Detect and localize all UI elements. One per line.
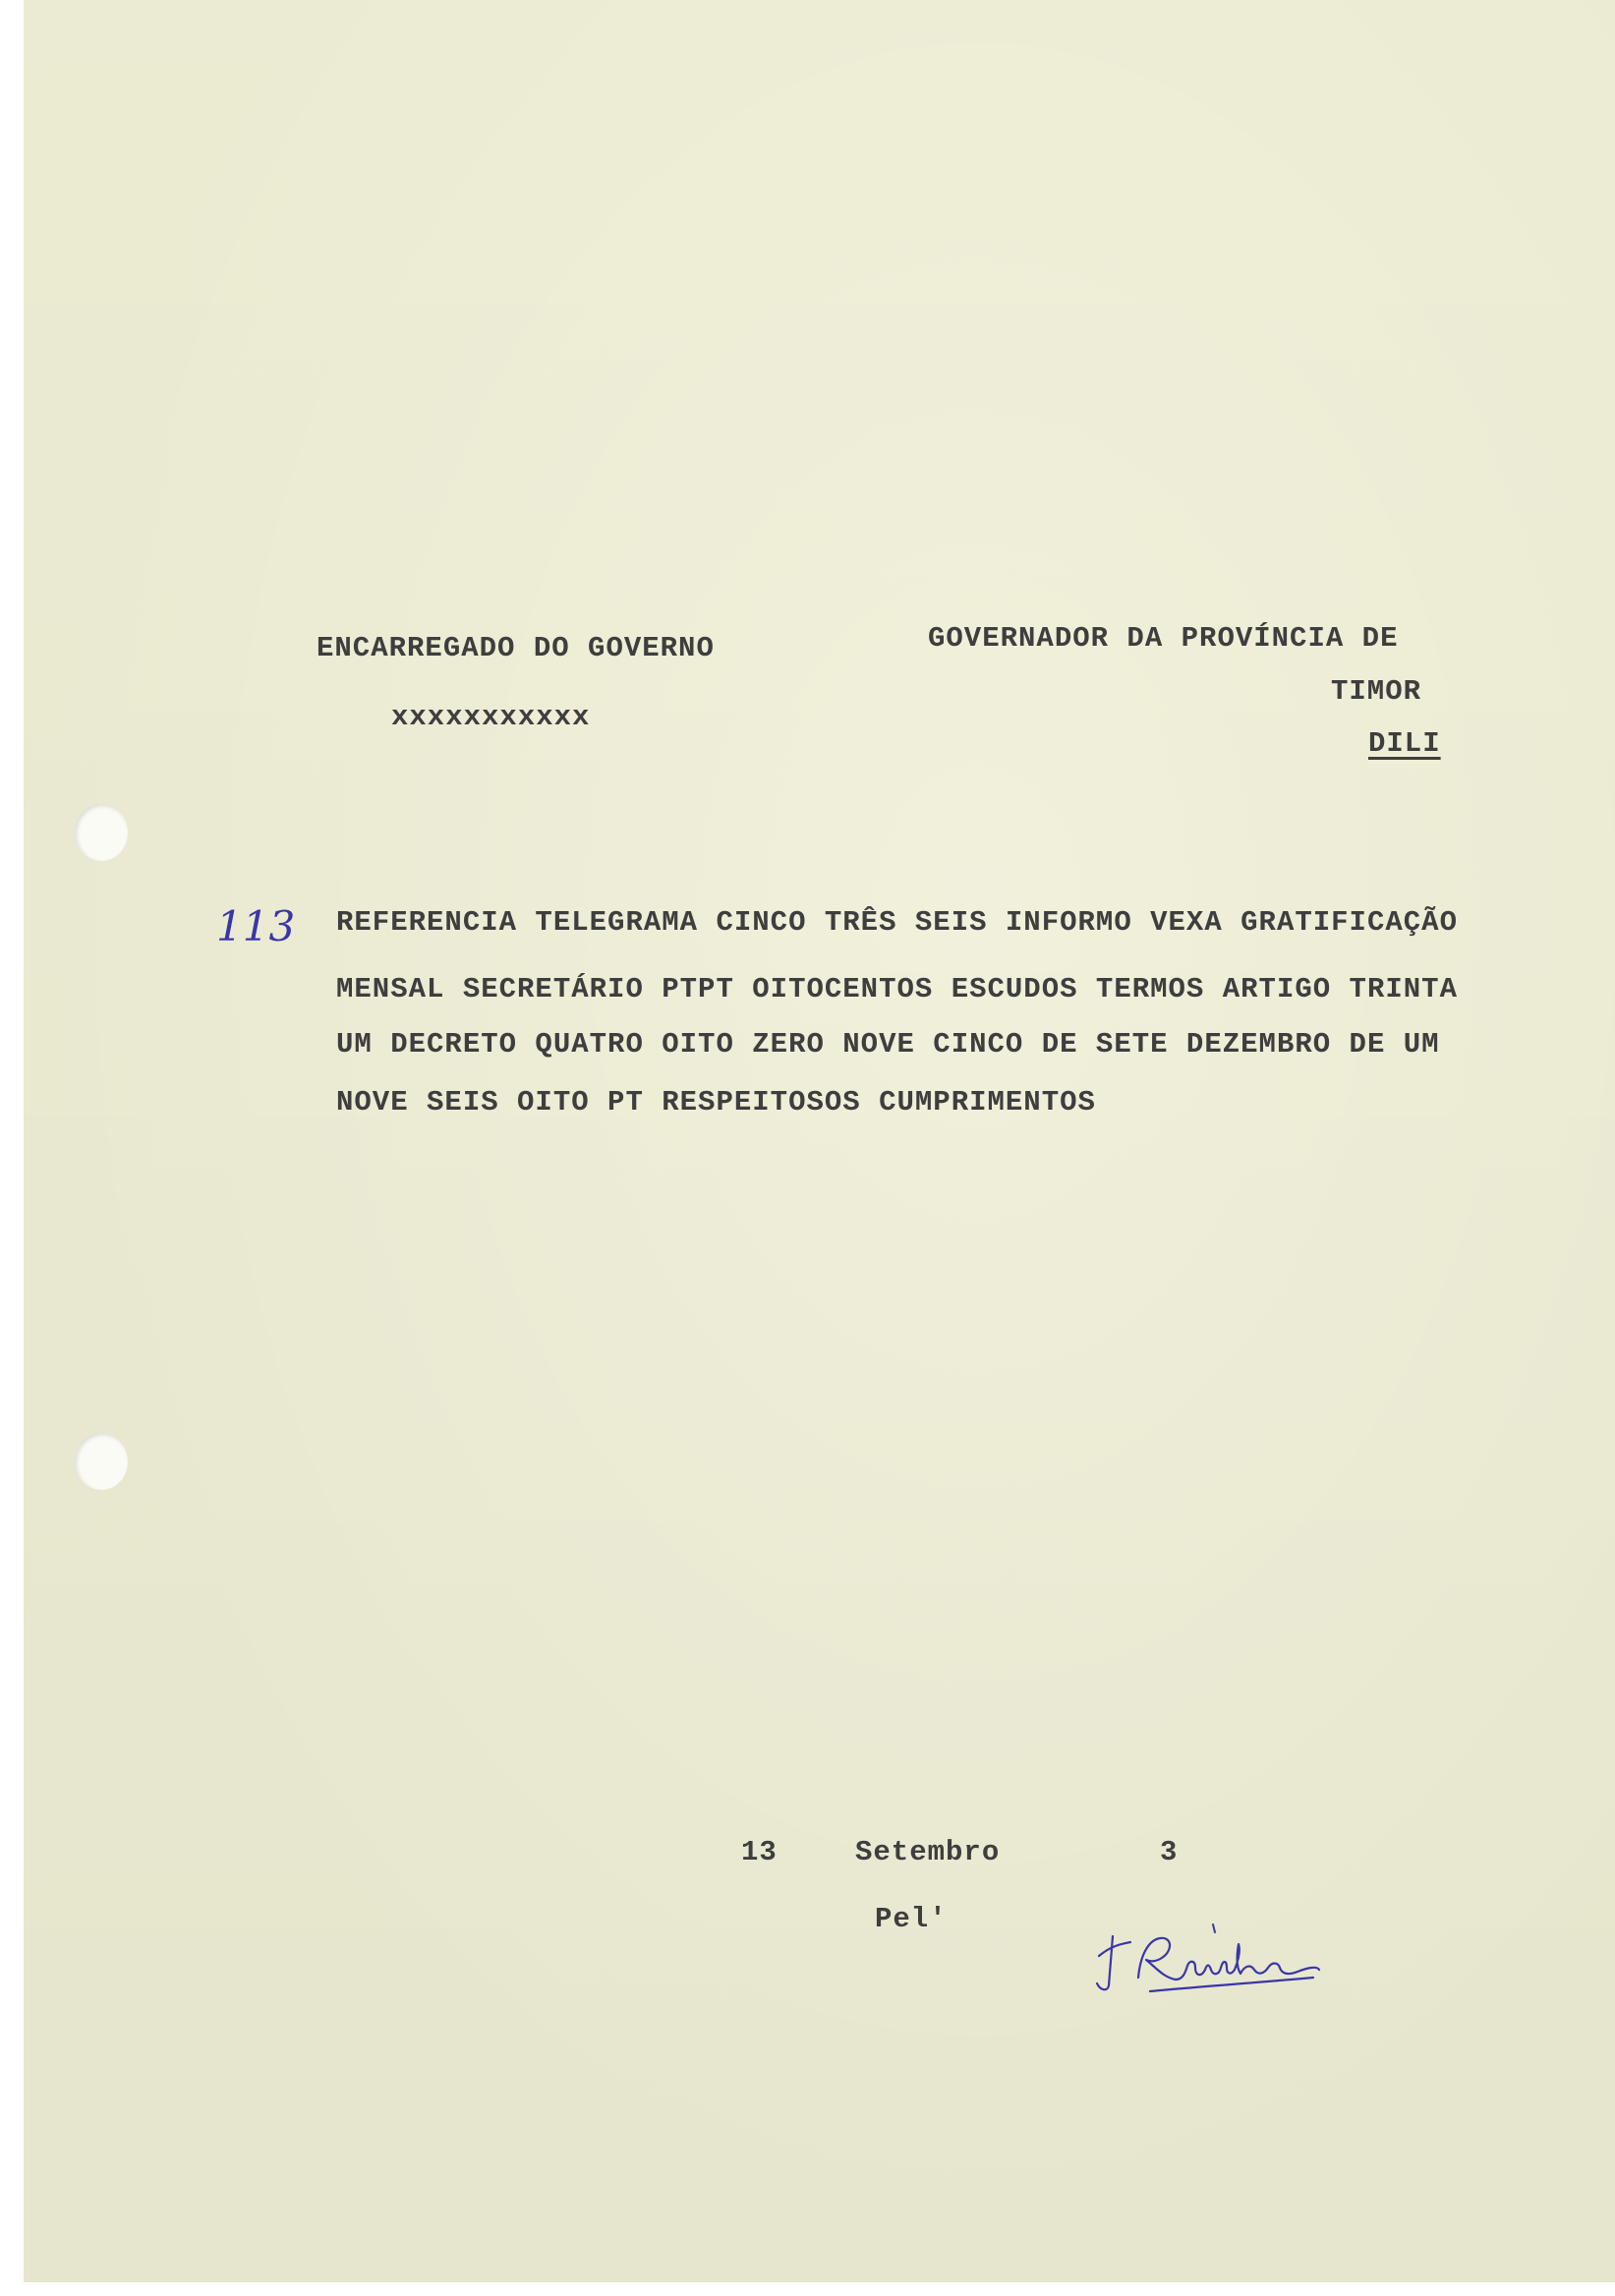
document-page bbox=[24, 0, 1615, 2282]
signature bbox=[1091, 1917, 1327, 2005]
date-day: 13 bbox=[741, 1836, 778, 1868]
body-line-4: NOVE SEIS OITO PT RESPEITOSOS CUMPRIMENTOS bbox=[336, 1086, 1096, 1119]
punch-hole-top bbox=[75, 804, 128, 861]
date-year: 3 bbox=[1160, 1836, 1179, 1868]
handwritten-number: 113 bbox=[216, 902, 296, 950]
recipient-province: TIMOR bbox=[1331, 675, 1422, 708]
body-line-1: REFERENCIA TELEGRAMA CINCO TRÊS SEIS INFORMO VEXA GRATIFICAÇÃO bbox=[336, 906, 1458, 939]
date-month: Setembro bbox=[855, 1836, 1001, 1868]
pel-mark: Pel' bbox=[875, 1903, 948, 1935]
sender-title: ENCARREGADO DO GOVERNO bbox=[317, 632, 715, 664]
body-line-3: UM DECRETO QUATRO OITO ZERO NOVE CINCO DE SETE DEZEMBRO DE UM bbox=[336, 1028, 1440, 1061]
punch-hole-bottom bbox=[75, 1433, 128, 1490]
recipient-city: DILI bbox=[1368, 727, 1441, 760]
sender-redacted: xxxxxxxxxxx bbox=[391, 701, 591, 733]
recipient-title: GOVERNADOR DA PROVÍNCIA DE bbox=[928, 622, 1399, 655]
body-line-2: MENSAL SECRETÁRIO PTPT OITOCENTOS ESCUDOS TERMOS ARTIGO TRINTA bbox=[336, 973, 1458, 1005]
